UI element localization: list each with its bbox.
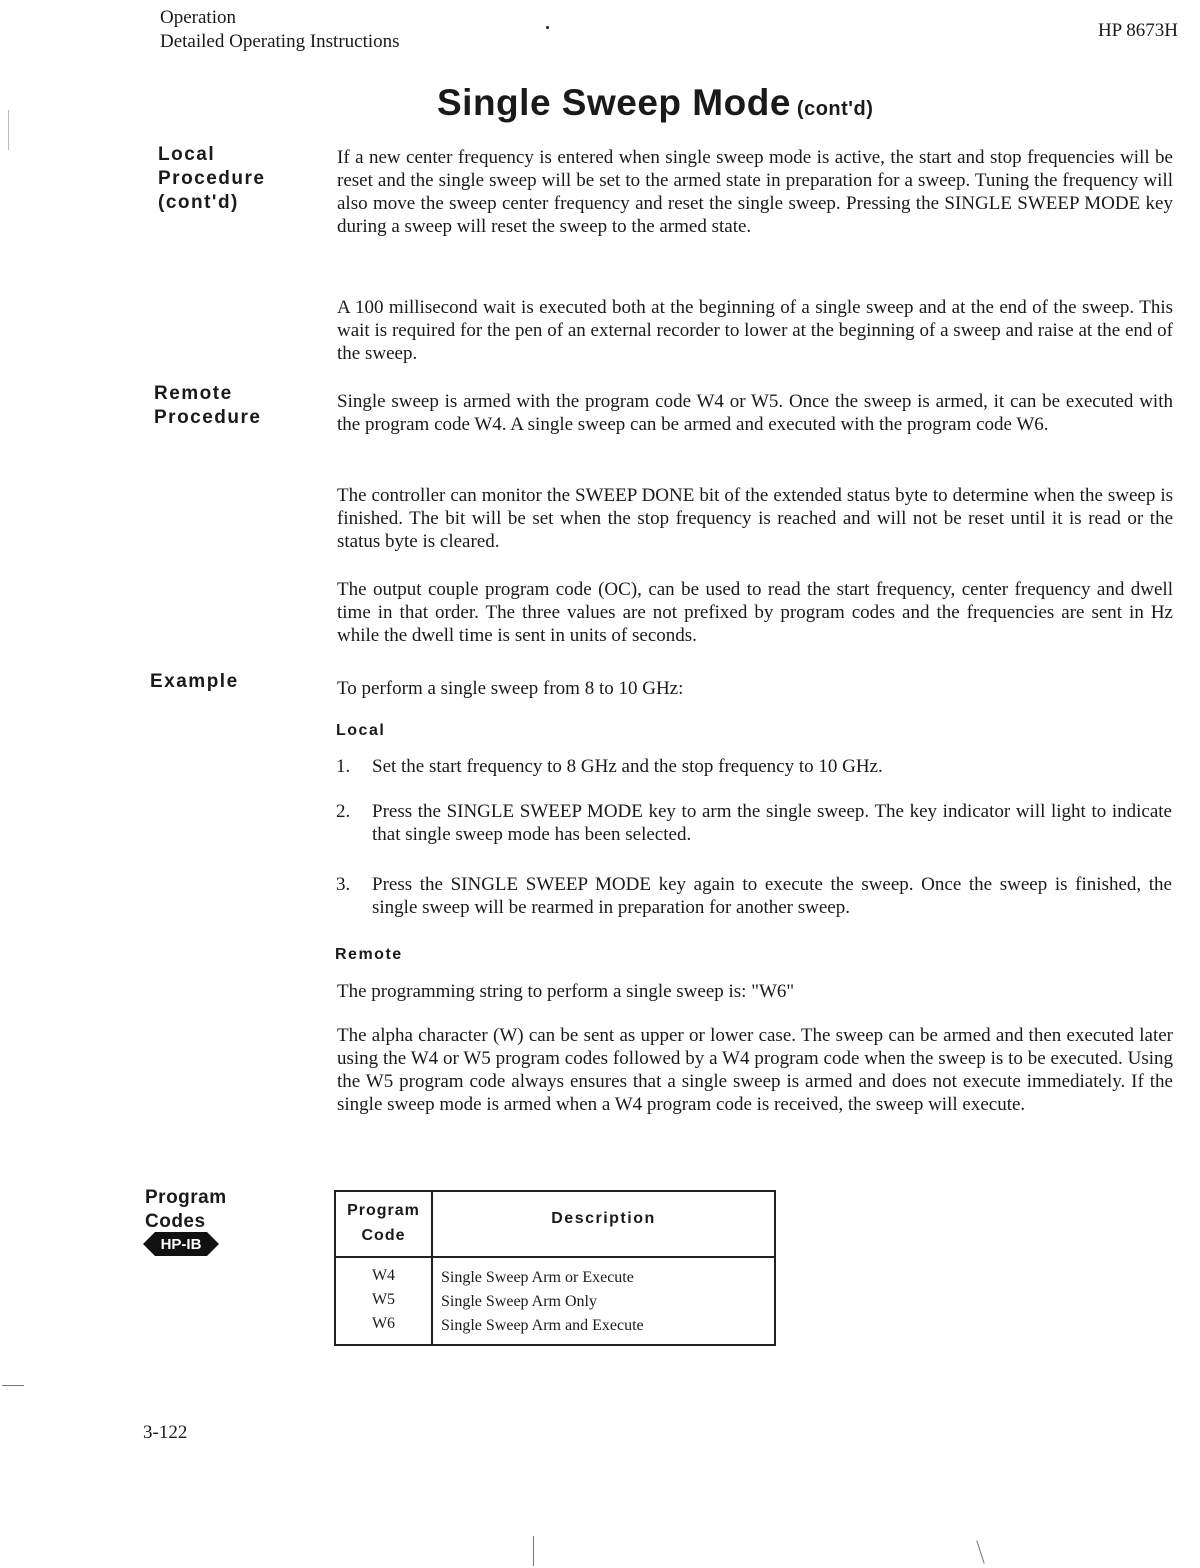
table-header-program-code — [336, 1198, 431, 1248]
step-number: 2. — [336, 801, 351, 822]
sidebar-local-procedure — [158, 143, 265, 215]
step-number: 3. — [336, 874, 351, 895]
table-cell-description: Single Sweep Arm or Execute — [441, 1269, 634, 1286]
example-step — [336, 755, 1172, 778]
sidebar-remote-line1: Remote — [154, 383, 233, 404]
title-main: Single Sweep Mode — [437, 82, 791, 123]
sidebar-local-line1: Local — [158, 144, 216, 165]
table-header-divider — [334, 1256, 776, 1258]
table-cell-code: W4 — [371, 1267, 396, 1284]
scan-mark — [533, 1536, 534, 1566]
sidebar-remote-line2: Procedure — [154, 407, 262, 428]
step-text: Press the SINGLE SWEEP MODE key to arm the single sweep. The key indicator will light to indicate that single sweep mode has been selected. — [372, 801, 1172, 845]
table-cell-code: W6 — [371, 1315, 396, 1332]
sidebar-local-line3: (cont'd) — [158, 192, 239, 213]
hpib-badge-icon — [143, 1232, 219, 1256]
running-header — [160, 6, 400, 54]
step-text: Press the SINGLE SWEEP MODE key again to execute the sweep. Once the sweep is finished, the single sweep will be rearmed in preparation for another sweep. — [372, 874, 1172, 918]
table-cell-code: W5 — [371, 1291, 396, 1308]
table-header-code-line1: Program — [347, 1202, 420, 1219]
paragraph-remote-arm: Single sweep is armed with the program code W4 or W5. Once the sweep is armed, it can be executed with the program code W4. A single sweep can be armed and executed with the program code W6. — [337, 391, 1173, 435]
paragraph-output-couple: The output couple program code (OC), can be used to read the start frequency, center frequency and dwell time in that order. The three values are not prefixed by program codes and the frequencies are sent in Hz while the dwell time is sent in units of seconds. — [337, 579, 1173, 646]
header-section: Operation — [160, 7, 236, 28]
header-subsection: Detailed Operating Instructions — [160, 31, 400, 52]
sidebar-remote-procedure — [154, 382, 261, 430]
paragraph-alpha-character: The alpha character (W) can be sent as upper or lower case. The sweep can be armed and then executed later using the W4 or W5 program codes followed by a W4 program code when the sweep is to be executed. Using the W5 program code always ensures that a single sweep is armed and does not execute immediately. If the single sweep mode is armed when a W4 program code is received, the sweep will execute. — [337, 1025, 1173, 1115]
sidebar-local-line2: Procedure — [158, 168, 266, 189]
scan-mark — [976, 1540, 984, 1563]
sidebar-codes-line1: Program — [145, 1187, 227, 1208]
scan-mark — [2, 1385, 24, 1386]
hpib-badge-label: HP-IB — [160, 1236, 202, 1253]
paragraph-wait: A 100 millisecond wait is executed both at the beginning of a single sweep and at the end of the sweep. This wait is required for the pen of an external recorder to lower at the beginning of a sweep and raise at the end of the sweep. — [337, 297, 1173, 364]
title-suffix: (cont'd) — [796, 98, 874, 120]
paragraph-center-frequency: If a new center frequency is entered when single sweep mode is active, the start and stop frequencies will be reset and the single sweep will be set to the armed state in preparation for a sweep. Tuning the frequency will also move the sweep center frequency and reset the single sweep. Pressing the SINGLE SWEEP MODE key during a sweep will reset the sweep to the armed state. — [337, 147, 1173, 237]
paragraph-example-intro: To perform a single sweep from 8 to 10 GHz: — [337, 678, 684, 699]
table-header-code-line2: Code — [361, 1227, 406, 1244]
sidebar-program-codes — [145, 1186, 227, 1234]
paragraph-sweep-done: The controller can monitor the SWEEP DONE bit of the extended status byte to determine when the sweep is finished. The bit will be set when the stop frequency is reached and will not be reset until it is read or the status byte is cleared. — [337, 485, 1173, 552]
sidebar-example: Example — [150, 671, 239, 692]
sidebar-codes-line2: Codes — [145, 1211, 206, 1232]
example-remote-heading: Remote — [335, 946, 403, 963]
step-number: 1. — [336, 756, 351, 777]
page-title — [437, 82, 873, 124]
table-cell-description: Single Sweep Arm and Execute — [441, 1317, 644, 1334]
table-cell-description: Single Sweep Arm Only — [441, 1293, 597, 1310]
header-model: HP 8673H — [1097, 20, 1178, 41]
page-number: 3-122 — [143, 1422, 188, 1443]
paragraph-programming-string: The programming string to perform a single sweep is: "W6" — [337, 981, 795, 1002]
scan-mark — [8, 110, 9, 150]
example-step — [336, 873, 1172, 919]
step-text: Set the start frequency to 8 GHz and the stop frequency to 10 GHz. — [372, 756, 883, 777]
example-local-heading: Local — [336, 722, 386, 739]
table-header-description: Description — [551, 1210, 656, 1227]
example-step — [336, 800, 1172, 846]
speck-mark — [546, 26, 549, 29]
